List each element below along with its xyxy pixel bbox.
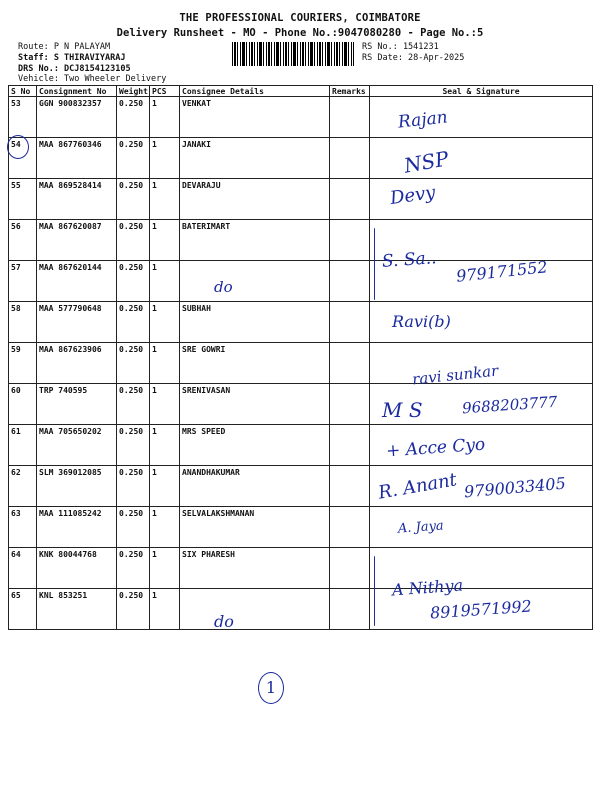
cell-consignee: ANANDHAKUMAR	[180, 466, 330, 507]
table-row	[9, 548, 593, 589]
cell-pcs: 1	[150, 179, 180, 220]
cell-weight: 0.250	[117, 466, 150, 507]
cell-consignee: SIX PHARESH	[180, 548, 330, 589]
rs-number: RS No.: 1541231	[362, 42, 439, 52]
cell-pcs: 1	[150, 507, 180, 548]
cell-weight: 0.250	[117, 220, 150, 261]
bracket-56-57	[374, 228, 375, 300]
signature-59: ravi sunkar	[411, 361, 500, 389]
cell-weight: 0.250	[117, 343, 150, 384]
col-header-remarks: Remarks	[330, 86, 370, 97]
signature-53: Rajan	[397, 107, 449, 133]
cell-remarks	[330, 302, 370, 343]
staff-label: Staff: S THIRAVIYARAJ	[18, 53, 126, 63]
cell-remarks	[330, 97, 370, 138]
signature-64-65-name: A Nithya	[391, 575, 464, 600]
cell-pcs: 1	[150, 425, 180, 466]
cell-consignee: SELVALAKSHMANAN	[180, 507, 330, 548]
cell-pcs: 1	[150, 302, 180, 343]
cell-sno: 55	[9, 179, 37, 220]
signature-55: Devy	[388, 181, 437, 210]
cell-pcs: 1	[150, 548, 180, 589]
cell-consignment: GGN 900832357	[37, 97, 117, 138]
cell-consignee: SUBHAH	[180, 302, 330, 343]
cell-consignment: SLM 369012085	[37, 466, 117, 507]
col-header-sno: S No	[9, 86, 37, 97]
cell-sno: 61	[9, 425, 37, 466]
cell-sno: 60	[9, 384, 37, 425]
cell-consignee	[180, 261, 330, 302]
cell-remarks	[330, 589, 370, 630]
table-header-row	[9, 86, 593, 97]
runsheet-subtitle: Delivery Runsheet - MO - Phone No.:9047080280 - Page No.:5	[116, 27, 484, 39]
cell-consignment: TRP 740595	[37, 384, 117, 425]
cell-sno: 57	[9, 261, 37, 302]
col-header-seal-signature: Seal & Signature	[370, 86, 593, 97]
ditto-mark-57: do	[214, 278, 233, 296]
cell-remarks	[330, 261, 370, 302]
col-header-weight: Weight	[117, 86, 150, 97]
barcode	[232, 42, 354, 66]
cell-weight: 0.250	[117, 302, 150, 343]
ditto-mark-65: do	[214, 612, 234, 631]
cell-consignee: SRE GOWRI	[180, 343, 330, 384]
cell-remarks	[330, 425, 370, 466]
cell-sno: 53	[9, 97, 37, 138]
runsheet-table	[8, 85, 593, 630]
cell-consignee: JANAKI	[180, 138, 330, 179]
rs-date: RS Date: 28-Apr-2025	[362, 53, 465, 63]
cell-consignment: KNL 853251	[37, 589, 117, 630]
cell-sno: 56	[9, 220, 37, 261]
cell-pcs: 1	[150, 343, 180, 384]
cell-pcs: 1	[150, 138, 180, 179]
bracket-64-65	[374, 556, 375, 626]
cell-pcs: 1	[150, 261, 180, 302]
signature-61: + Acce Cyo	[385, 434, 486, 462]
table-row	[9, 220, 593, 261]
cell-consignment: MAA 869528414	[37, 179, 117, 220]
vehicle-label: Vehicle: Two Wheeler Delivery	[18, 74, 167, 84]
cell-sno: 63	[9, 507, 37, 548]
col-header-consignee: Consignee Details	[180, 86, 330, 97]
signature-62-phone: 9790033405	[463, 473, 567, 502]
cell-consignment: MAA 867623906	[37, 343, 117, 384]
signature-56-57-phone: 979171552	[455, 257, 549, 286]
page-number-mark: 1	[258, 672, 284, 704]
table-row	[9, 138, 593, 179]
cell-remarks	[330, 466, 370, 507]
cell-remarks	[330, 138, 370, 179]
signature-56-57-name: S. Sa..	[381, 248, 438, 272]
cell-weight: 0.250	[117, 261, 150, 302]
cell-consignment: MAA 867760346	[37, 138, 117, 179]
cell-remarks	[330, 507, 370, 548]
cell-pcs: 1	[150, 589, 180, 630]
company-title: THE PROFESSIONAL COURIERS, COIMBATORE	[179, 12, 421, 24]
cell-sno: 59	[9, 343, 37, 384]
cell-pcs: 1	[150, 220, 180, 261]
cell-weight: 0.250	[117, 589, 150, 630]
cell-pcs: 1	[150, 97, 180, 138]
cell-weight: 0.250	[117, 425, 150, 466]
cell-consignment: MAA 577790648	[37, 302, 117, 343]
signature-60-phone: 9688203777	[461, 392, 558, 418]
cell-consignee: BATERIMART	[180, 220, 330, 261]
cell-consignee	[180, 589, 330, 630]
cell-pcs: 1	[150, 384, 180, 425]
table-row	[9, 97, 593, 138]
col-header-consignment: Consignment No	[37, 86, 117, 97]
table-row	[9, 302, 593, 343]
cell-consignment: MAA 705650202	[37, 425, 117, 466]
cell-sno: 54	[9, 138, 37, 179]
col-header-pcs: PCS	[150, 86, 180, 97]
table-row	[9, 343, 593, 384]
table-row	[9, 507, 593, 548]
signature-64-65-phone: 8919571992	[429, 596, 533, 623]
cell-consignment: MAA 867620087	[37, 220, 117, 261]
cell-consignment: KNK 80044768	[37, 548, 117, 589]
cell-weight: 0.250	[117, 97, 150, 138]
cell-weight: 0.250	[117, 384, 150, 425]
signature-58: Ravi(b)	[392, 312, 451, 331]
cell-weight: 0.250	[117, 138, 150, 179]
cell-sno: 58	[9, 302, 37, 343]
cell-consignee: MRS SPEED	[180, 425, 330, 466]
cell-consignee: DEVARAJU	[180, 179, 330, 220]
cell-weight: 0.250	[117, 548, 150, 589]
row-54-circle-mark	[7, 135, 29, 159]
drs-number: DRS No.: DCJ8154123105	[18, 64, 131, 74]
cell-remarks	[330, 179, 370, 220]
cell-consignee: VENKAT	[180, 97, 330, 138]
cell-sno: 62	[9, 466, 37, 507]
signature-54: NSP	[402, 146, 451, 178]
route-label: Route: P N PALAYAM	[18, 42, 111, 52]
table-row	[9, 425, 593, 466]
cell-remarks	[330, 548, 370, 589]
table-row	[9, 179, 593, 220]
cell-consignment: MAA 867620144	[37, 261, 117, 302]
cell-pcs: 1	[150, 466, 180, 507]
signature-63: A. Jaya	[397, 518, 445, 537]
cell-remarks	[330, 384, 370, 425]
cell-remarks	[330, 343, 370, 384]
cell-remarks	[330, 220, 370, 261]
signature-62: R. Anant	[376, 469, 459, 504]
cell-sno: 64	[9, 548, 37, 589]
cell-consignee: SRENIVASAN	[180, 384, 330, 425]
cell-weight: 0.250	[117, 179, 150, 220]
cell-consignment: MAA 111085242	[37, 507, 117, 548]
cell-sno: 65	[9, 589, 37, 630]
signature-60: M S	[382, 398, 423, 422]
cell-weight: 0.250	[117, 507, 150, 548]
